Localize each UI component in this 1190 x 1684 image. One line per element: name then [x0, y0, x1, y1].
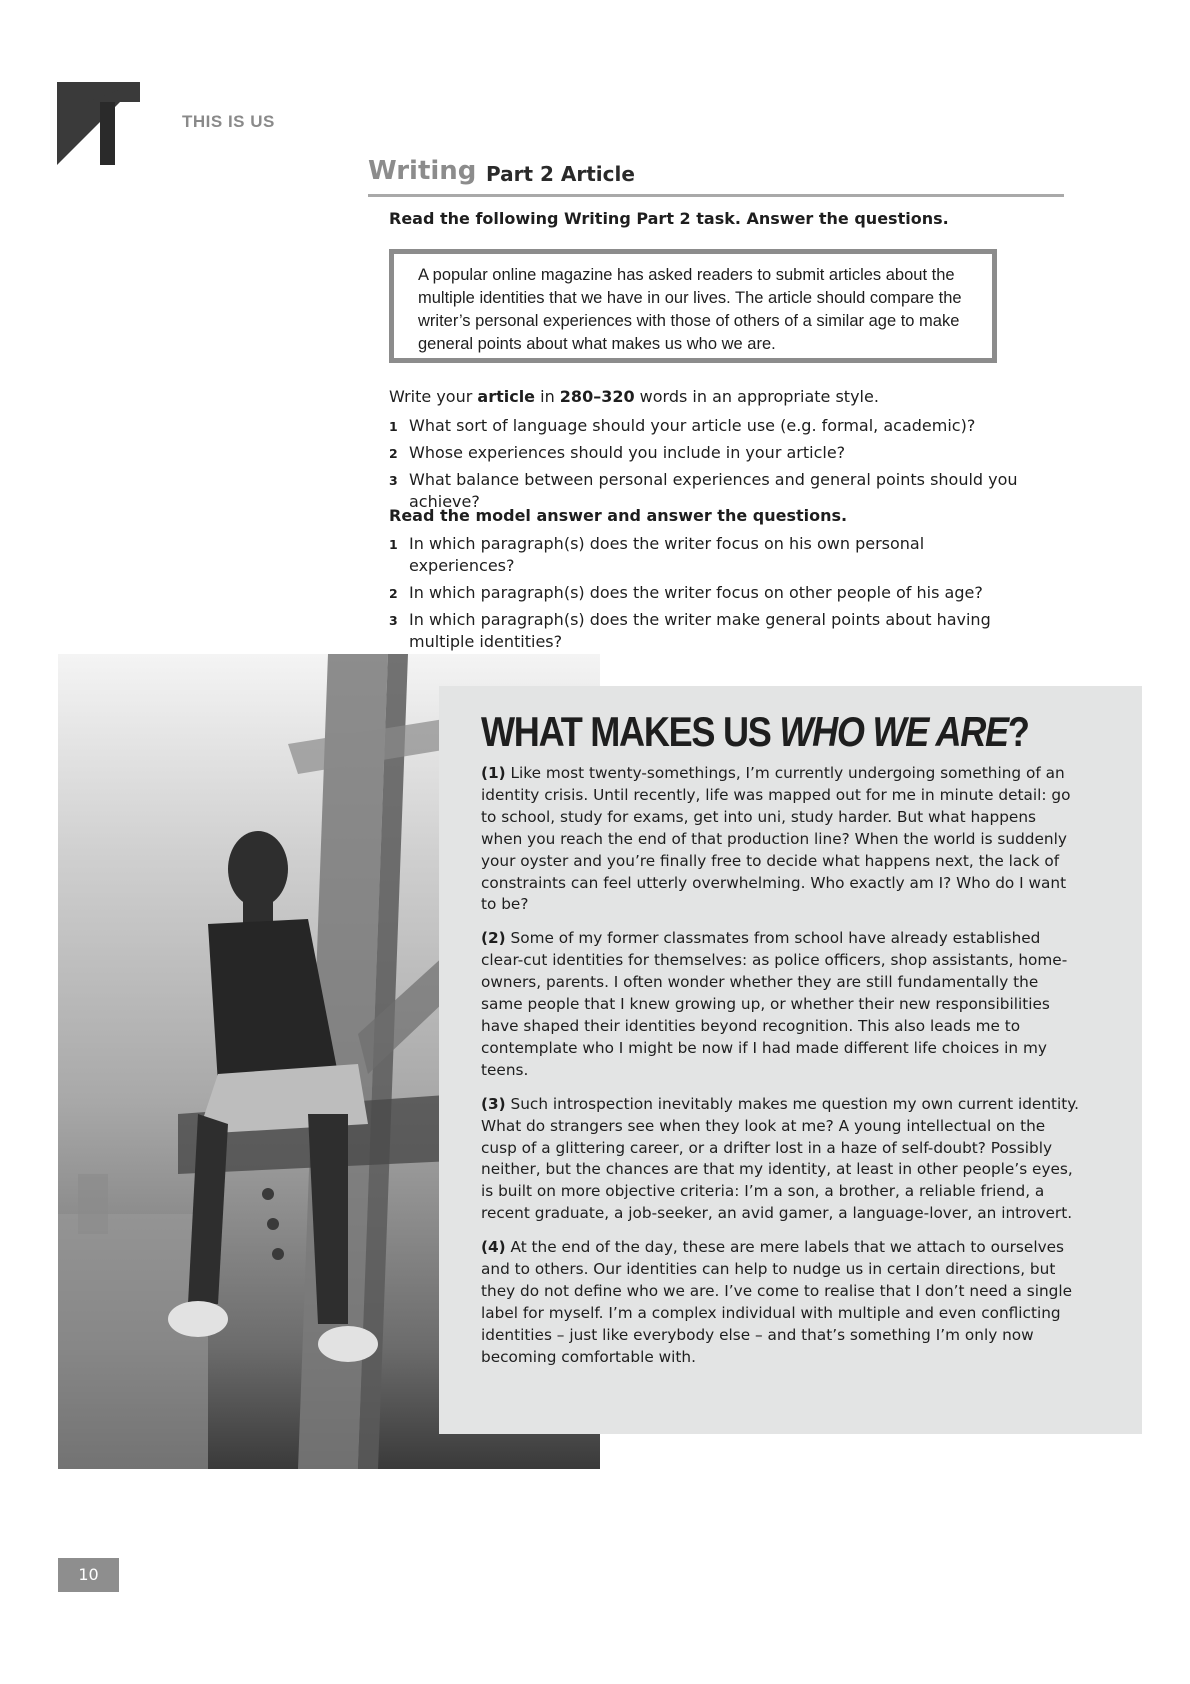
question-number: 2 — [389, 446, 398, 461]
article-title — [481, 708, 1029, 756]
page-number: 10 — [58, 1558, 119, 1592]
list-item — [389, 609, 999, 653]
task-intro: Read the following Writing Part 2 task. Answer the questions. — [389, 209, 949, 228]
section-word: Writing — [368, 156, 477, 186]
write-words: 280–320 — [559, 387, 635, 406]
paragraph-text: Some of my former classmates from school have already established clear-cut identities for themselves: as police officers, shop assistants, home-owners, parents. I often wonder whether they are still fundamentally the same people that I knew growing up, or whether their new responsibilities have shaped their identities beyond recognition. This also leads me to contemplate who I might be now if I had made different life choices in my teens. — [481, 929, 1068, 1079]
paragraph-number: (3) — [481, 1094, 506, 1113]
list-item — [389, 533, 999, 577]
question-text: In which paragraph(s) does the writer focus on his own personal experiences? — [409, 534, 925, 575]
question-number: 3 — [389, 473, 398, 488]
article-paragraph — [481, 1094, 1081, 1225]
section-subtitle: Part 2 Article — [486, 162, 635, 186]
unit-1-logo — [57, 82, 140, 165]
question-number: 1 — [389, 537, 398, 552]
list-item — [389, 582, 999, 604]
question-number: 2 — [389, 586, 398, 601]
paragraph-number: (2) — [481, 929, 506, 948]
write-suffix: words in an appropriate style. — [634, 387, 879, 406]
question-number: 3 — [389, 613, 398, 628]
question-text: What sort of language should your article use (e.g. formal, academic)? — [409, 416, 976, 435]
write-in: in — [535, 387, 560, 406]
write-instruction — [389, 387, 879, 406]
article-body — [481, 763, 1081, 1381]
section-heading — [368, 152, 1064, 197]
article-paragraph — [481, 763, 1081, 916]
paragraph-text: At the end of the day, these are mere labels that we attach to ourselves and to others. Our identities can help to nudge us in certain directions, but they do not define who we are. I’ve come to realise that I don’t need a single label for myself. I’m a complex individual with multiple and even conflicting identities – just like everybody else – and that’s something I’m only now becoming comfortable with. — [481, 1238, 1073, 1366]
paragraph-text: Such introspection inevitably makes me question my own current identity. What do strangers see when they look at me? A young intellectual on the cusp of a glittering career, or a drifter lost in a haze of self-doubt? Possibly neither, but the chances are that my identity, at least in other people’s eyes, is built on more objective criteria: I’m a son, a brother, a reliable friend, a recent graduate, a job-seeker, an avid gamer, a language-lover, an introvert. — [481, 1094, 1079, 1223]
paragraph-text: Like most twenty-somethings, I’m currently undergoing something of an identity crisis. Until recently, life was mapped out for me in minute detail: go to school, study for exams, get into uni, study harder. But what happens when you reach the end of that production line? When the world is suddenly your oyster and you’re finally free to decide what happens next, the lack of constraints can feel utterly overwhelming. Who exactly am I? Who do I want to be? — [481, 764, 1071, 914]
list-item — [389, 415, 1079, 437]
article-title-emphasis: WHO WE ARE — [779, 708, 1008, 755]
article-title-end: ? — [1007, 708, 1029, 755]
task-box-text: A popular online magazine has asked readers to submit articles about the multiple identities that we have in our lives. The article should compare the writer’s personal experiences with those of others of a similar age to make general points about what makes us who we are. — [418, 266, 962, 353]
list-item — [389, 442, 1079, 464]
model-intro: Read the model answer and answer the questions. — [389, 506, 848, 525]
question-text: In which paragraph(s) does the writer focus on other people of his age? — [409, 583, 983, 602]
task-questions — [389, 415, 1079, 518]
paragraph-number: (1) — [481, 764, 506, 782]
article-paragraph — [481, 928, 1081, 1081]
article-title-plain: WHAT MAKES US — [481, 708, 780, 755]
question-text: What balance between personal experiences and general points should you achieve? — [409, 470, 1018, 511]
paragraph-number: (4) — [481, 1238, 506, 1257]
write-article: article — [477, 387, 536, 406]
article-panel — [439, 686, 1142, 1434]
article-paragraph — [481, 1237, 1081, 1368]
unit-title: THIS IS US — [182, 112, 275, 131]
task-box — [389, 249, 997, 363]
write-prefix: Write your — [389, 387, 478, 406]
question-text: In which paragraph(s) does the writer make general points about having multiple identities? — [409, 610, 991, 651]
model-questions — [389, 533, 999, 658]
question-text: Whose experiences should you include in your article? — [409, 443, 846, 462]
question-number: 1 — [389, 419, 398, 434]
